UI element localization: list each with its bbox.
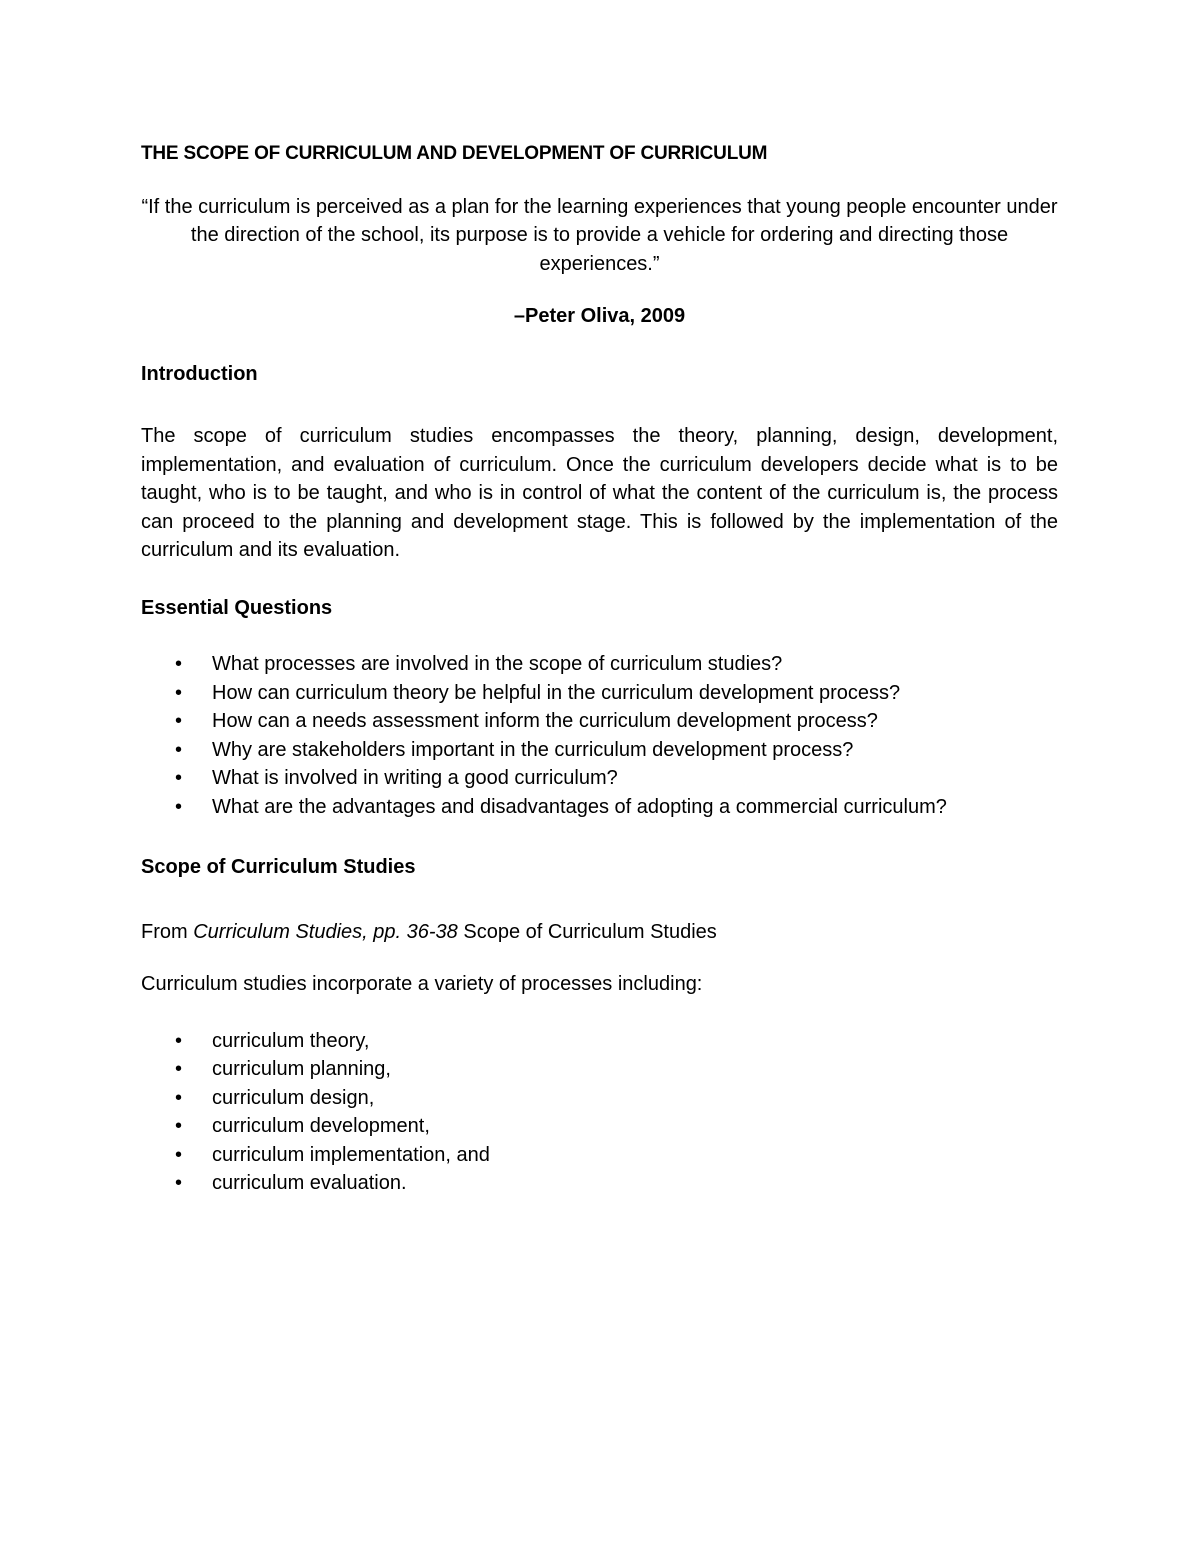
list-item-text: curriculum implementation, and <box>212 1143 490 1166</box>
quote-attribution: –Peter Oliva, 2009 <box>513 305 686 327</box>
list-item <box>141 1084 1058 1113</box>
document-title: THE SCOPE OF CURRICULUM AND DEVELOPMENT OF CURRICULUM <box>141 143 768 164</box>
list-item-text: curriculum development, <box>212 1115 430 1137</box>
list-item <box>141 1141 1058 1170</box>
scope-heading: Scope of Curriculum Studies <box>141 856 416 878</box>
document-page <box>141 140 1058 1230</box>
list-item <box>141 1055 1058 1084</box>
bullet-icon: • <box>175 1172 183 1194</box>
list-item-text: What is involved in writing a good curriculum? <box>212 767 618 789</box>
list-item-text: How can curriculum theory be helpful in the curriculum development process? <box>212 681 901 704</box>
list-item-text: What are the advantages and disadvantages of adopting a commercial curriculum? <box>212 795 947 818</box>
introduction-paragraph: The scope of curriculum studies encompasses the theory, planning, design, development, implementation, and evaluation of curriculum. Once the curriculum developers decide what is to be taught, who is to be taught, and who is in control of what the content of the curriculum is, the process can proceed to the planning and development stage. This is followed by the implementation of the curriculum and its evaluation. <box>141 425 1058 561</box>
source-prefix: From <box>141 920 194 943</box>
bullet-icon: • <box>175 1029 183 1052</box>
processes-list <box>141 1027 1058 1198</box>
processes-lead: Curriculum studies incorporate a variety of processes including: <box>141 973 703 995</box>
essential-questions-list <box>141 650 1058 821</box>
bullet-icon: • <box>175 681 183 704</box>
bullet-icon: • <box>175 1086 183 1109</box>
bullet-icon: • <box>175 767 183 789</box>
list-item-text: curriculum design, <box>212 1086 375 1109</box>
epigraph-quote: “If the curriculum is perceived as a plan for the learning experiences that young people encounter under the direction of the school, its purpose is to provide a vehicle for ordering and directing those experiences.” <box>141 195 1058 275</box>
list-item-text: curriculum evaluation. <box>212 1172 407 1194</box>
bullet-icon: • <box>175 1058 183 1080</box>
list-item <box>141 1112 1058 1141</box>
essential-questions-heading: Essential Questions <box>141 596 333 619</box>
list-item-text: curriculum theory, <box>212 1029 370 1052</box>
list-item <box>141 650 1058 679</box>
source-title: Curriculum Studies, pp. 36-38 <box>193 920 458 943</box>
list-item <box>141 793 1058 822</box>
bullet-icon: • <box>175 1115 183 1137</box>
list-item <box>141 1169 1058 1198</box>
introduction-heading: Introduction <box>141 362 258 385</box>
list-item-text: curriculum planning, <box>212 1058 391 1080</box>
bullet-icon: • <box>175 710 183 732</box>
bullet-icon: • <box>175 738 183 761</box>
bullet-icon: • <box>175 653 183 675</box>
bullet-icon: • <box>175 795 183 818</box>
source-citation <box>141 918 1058 947</box>
source-suffix: Scope of Curriculum Studies <box>457 920 717 943</box>
list-item <box>141 1027 1058 1056</box>
list-item-text: What processes are involved in the scope of curriculum studies? <box>212 653 783 675</box>
list-item <box>141 736 1058 765</box>
list-item <box>141 679 1058 708</box>
list-item-text: How can a needs assessment inform the curriculum development process? <box>212 710 878 732</box>
bullet-icon: • <box>175 1143 183 1166</box>
list-item <box>141 764 1058 793</box>
list-item <box>141 707 1058 736</box>
list-item-text: Why are stakeholders important in the curriculum development process? <box>212 738 854 761</box>
